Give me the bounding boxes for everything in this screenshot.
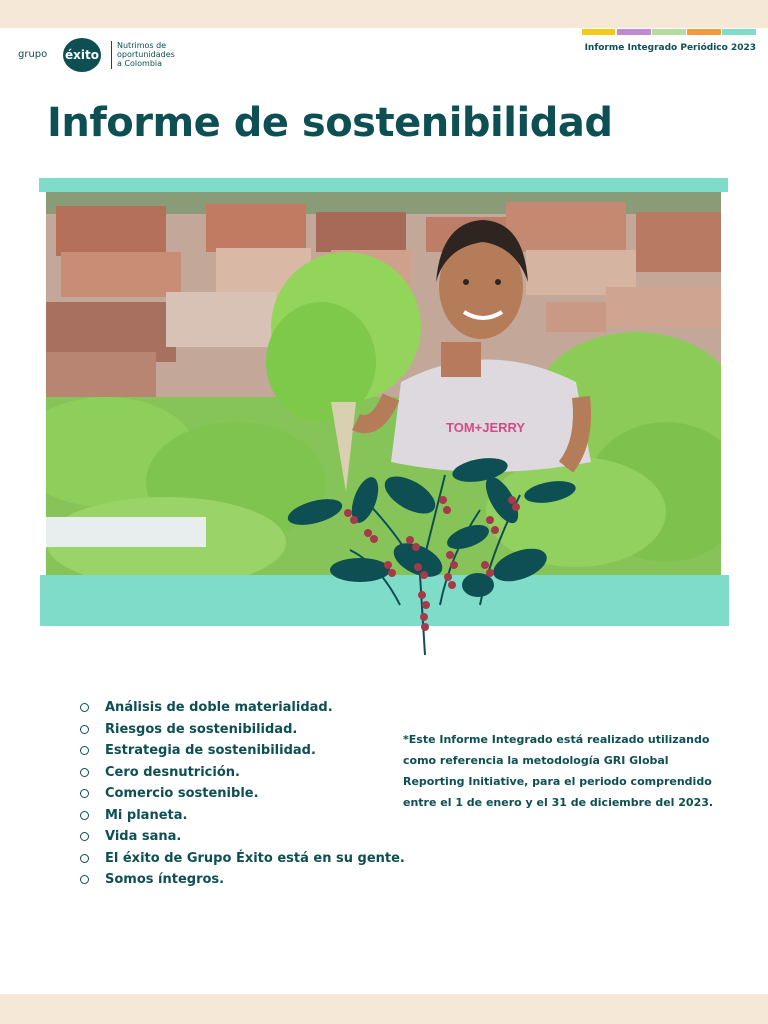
list-item-label: Riesgos de sostenibilidad. bbox=[105, 721, 298, 737]
list-item bbox=[78, 719, 405, 741]
bullet-icon bbox=[80, 875, 89, 884]
list-item bbox=[78, 697, 405, 719]
list-item-label: Comercio sostenible. bbox=[105, 786, 259, 802]
list-item bbox=[78, 869, 405, 891]
bullet-icon bbox=[80, 811, 89, 820]
list-item-label: Cero desnutrición. bbox=[105, 764, 240, 780]
stripe-green bbox=[652, 29, 686, 35]
bullet-icon bbox=[80, 768, 89, 777]
note-line-4: entre el 1 de enero y el 31 de diciembre del 2023. bbox=[403, 796, 714, 809]
list-item-label: Vida sana. bbox=[105, 829, 182, 845]
logo-tagline-line-2: oportunidades bbox=[117, 50, 175, 59]
svg-text:TOM+JERRY: TOM+JERRY bbox=[446, 420, 526, 435]
photo-frame-top bbox=[39, 178, 728, 192]
list-item-label: Análisis de doble materialidad. bbox=[105, 700, 333, 716]
note-line-3: Reporting Initiative, para el periodo comprendido bbox=[403, 775, 712, 788]
list-item bbox=[78, 848, 405, 870]
bullet-icon bbox=[80, 725, 89, 734]
topics-list bbox=[78, 697, 405, 891]
top-band bbox=[0, 0, 768, 28]
list-item-label: Estrategia de sostenibilidad. bbox=[105, 743, 316, 759]
stripe-yellow bbox=[582, 29, 615, 35]
coffee-branch-illustration bbox=[280, 455, 580, 660]
logo-mark: éxito bbox=[63, 38, 101, 72]
list-item bbox=[78, 762, 405, 784]
list-item bbox=[78, 783, 405, 805]
report-title: Informe Integrado Periódico 2023 bbox=[584, 43, 756, 53]
stripe-teal bbox=[722, 29, 756, 35]
list-item bbox=[78, 740, 405, 762]
stripe-purple bbox=[617, 29, 651, 35]
list-item bbox=[78, 826, 405, 848]
list-item-label: Mi planeta. bbox=[105, 807, 188, 823]
methodology-note bbox=[403, 729, 743, 813]
grupo-exito-logo[interactable] bbox=[18, 37, 178, 73]
bullet-icon bbox=[80, 832, 89, 841]
coffee-branch-svg bbox=[280, 455, 580, 660]
bottom-band bbox=[0, 994, 768, 1024]
bullet-icon bbox=[80, 703, 89, 712]
logo-tagline-line-3: a Colombia bbox=[117, 59, 163, 68]
bullet-icon bbox=[80, 789, 89, 798]
logo-divider bbox=[111, 41, 112, 69]
list-item bbox=[78, 805, 405, 827]
note-line-2: como referencia la metodología GRI Global bbox=[403, 754, 669, 767]
logo-tagline bbox=[117, 41, 175, 68]
stripe-orange bbox=[687, 29, 721, 35]
logo-tagline-line-1: Nutrimos de bbox=[117, 41, 167, 50]
list-item-label: El éxito de Grupo Éxito está en su gente. bbox=[105, 850, 405, 866]
logo-word: grupo bbox=[18, 49, 48, 60]
note-line-1: *Este Informe Integrado está realizado utilizando bbox=[403, 733, 710, 746]
page-title: Informe de sostenibilidad bbox=[47, 100, 613, 146]
list-item-label: Somos íntegros. bbox=[105, 872, 225, 888]
bullet-icon bbox=[80, 746, 89, 755]
bullet-icon bbox=[80, 854, 89, 863]
